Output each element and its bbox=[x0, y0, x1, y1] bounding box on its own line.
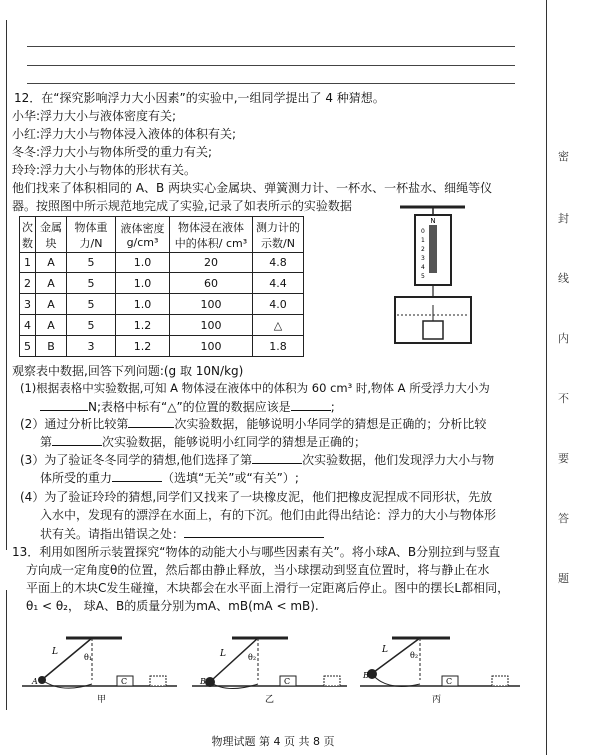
guess-xiaohua: 小华:浮力大小与液体密度有关; bbox=[12, 109, 177, 123]
cell: 20 bbox=[170, 253, 253, 273]
cell: 3 bbox=[20, 294, 36, 315]
cell: 5 bbox=[67, 253, 116, 273]
q12-intro: 12．在“探究影响浮力大小因素”的实验中,一组同学提出了 4 种猜想。 bbox=[14, 91, 385, 105]
guess-lingling: 玲玲:浮力大小与物体的形状有关。 bbox=[12, 163, 197, 177]
cell: 5 bbox=[67, 315, 116, 336]
margin-char: 线 bbox=[558, 272, 569, 285]
length-label: L bbox=[382, 645, 388, 655]
answer-blank[interactable] bbox=[52, 434, 102, 446]
experiment-table bbox=[19, 216, 304, 357]
q12-sub4-line1: (4）为了验证玲玲的猜想,同学们又找来了一块橡皮泥，他们把橡皮泥捏成不同形状，先放 bbox=[20, 490, 493, 504]
table-header-row bbox=[20, 217, 304, 253]
header-density: 液体密度 g/cm³ bbox=[116, 217, 170, 253]
pendulum-diagrams bbox=[22, 620, 532, 710]
q12-sub2-line2: 第 次实验数据，能够说明小红同学的猜想是正确的； bbox=[40, 435, 367, 449]
scale-unit-label: N bbox=[430, 217, 436, 225]
header-trial: 次 数 bbox=[20, 217, 36, 253]
cell: 5 bbox=[67, 273, 116, 294]
q12-sub1-line2: N;表格中标有“△”的位置的数据应该是 ; bbox=[40, 399, 335, 414]
scale-tick-label: 3 bbox=[421, 255, 425, 262]
table-row bbox=[20, 315, 304, 336]
guess-dongdong: 冬冬:浮力大小与物体所受的重力有关; bbox=[12, 145, 213, 159]
diagram-caption: 丙 bbox=[432, 695, 442, 705]
margin-char: 封 bbox=[558, 212, 569, 225]
answer-blank[interactable] bbox=[184, 526, 324, 538]
cell: 1 bbox=[20, 253, 36, 273]
q12-sub4-line2: 入水中，发现有的漂浮在水面上，有的下沉。他们由此得出结论：浮力的大小与物体形 bbox=[40, 508, 497, 522]
guess-xiaohong: 小红:浮力大小与物体浸入液体的体积有关; bbox=[12, 127, 237, 141]
cell: 1.0 bbox=[116, 273, 170, 294]
answer-blank[interactable] bbox=[112, 470, 162, 482]
page-footer: 物理试题 第 4 页 共 8 页 bbox=[211, 735, 335, 748]
cell: 3 bbox=[67, 336, 116, 357]
block-label: C bbox=[446, 677, 453, 686]
left-border-line bbox=[6, 20, 7, 550]
margin-char: 要 bbox=[558, 452, 569, 465]
cell: A bbox=[36, 253, 67, 273]
cell: A bbox=[36, 315, 67, 336]
angle-label: θ₂ bbox=[248, 653, 257, 662]
answer-blank[interactable] bbox=[128, 416, 174, 428]
q12-sub2-line1: (2）通过分析比较第 次实验数据，能够说明小华同学的猜想是正确的；分析比较 bbox=[20, 417, 487, 431]
answer-blank[interactable] bbox=[40, 399, 88, 411]
cell: 5 bbox=[67, 294, 116, 315]
margin-char: 答 bbox=[558, 512, 569, 525]
q12-sub1-line1: (1)根据表格中实验数据,可知 A 物体浸在液体中的体积为 60 cm³ 时,物体 A 所受浮力大小为 bbox=[20, 381, 490, 395]
ball-label: B bbox=[200, 677, 206, 686]
scale-tick-label: 2 bbox=[421, 246, 425, 253]
margin-char: 密 bbox=[558, 150, 569, 163]
spring-scale-apparatus bbox=[385, 205, 480, 345]
cell: 4.4 bbox=[253, 273, 304, 294]
cell: 4.0 bbox=[253, 294, 304, 315]
left-border-line-lower bbox=[6, 590, 7, 710]
block-label: C bbox=[121, 677, 128, 686]
header-volume: 物体浸在液体 中的体积/ cm³ bbox=[170, 217, 253, 253]
length-label: L bbox=[220, 649, 226, 659]
diagram-yi bbox=[192, 638, 347, 705]
scale-tick-label: 1 bbox=[421, 237, 425, 244]
cell: 100 bbox=[170, 315, 253, 336]
answer-line bbox=[27, 65, 515, 66]
cell: B bbox=[36, 336, 67, 357]
cell: 1.2 bbox=[116, 315, 170, 336]
length-label: L bbox=[52, 647, 58, 657]
header-metal: 金属 块 bbox=[36, 217, 67, 253]
angle-label: θ₁ bbox=[84, 653, 93, 662]
q13-line4: θ₁ < θ₂， 球A、B的质量分别为mA、mB(mA < mB). bbox=[26, 599, 319, 613]
answer-blank[interactable] bbox=[252, 452, 302, 464]
ball-label: B bbox=[363, 671, 369, 680]
cell: 1.2 bbox=[116, 336, 170, 357]
answer-line bbox=[27, 46, 515, 47]
cell: 1.0 bbox=[116, 294, 170, 315]
scale-tick-label: 5 bbox=[421, 273, 425, 280]
table-row bbox=[20, 273, 304, 294]
margin-char: 不 bbox=[558, 392, 569, 405]
cell: 1.8 bbox=[253, 336, 304, 357]
block-label: C bbox=[284, 677, 291, 686]
table-row bbox=[20, 253, 304, 273]
margin-char: 内 bbox=[558, 332, 569, 345]
table-row bbox=[20, 294, 304, 315]
cell: 4.8 bbox=[253, 253, 304, 273]
cell: A bbox=[36, 294, 67, 315]
header-reading: 测力计的 示数/N bbox=[253, 217, 304, 253]
cell: 2 bbox=[20, 273, 36, 294]
q13-line2: 方向成一定角度θ的位置，然后都由静止释放，当小球摆动到竖直位置时，将与静止在水 bbox=[26, 563, 490, 577]
cell: 5 bbox=[20, 336, 36, 357]
q13-line3: 平面上的木块C发生碰撞，木块都会在水平面上滑行一定距离后停止。图中的摆长L都相同， bbox=[26, 581, 510, 595]
q12-desc-1: 他们找来了体积相同的 A、B 两块实心金属块、弹簧测力计、一杯水、一杯盐水、细绳等仪 bbox=[12, 181, 493, 195]
diagram-caption: 乙 bbox=[265, 695, 275, 705]
margin-char: 题 bbox=[558, 572, 569, 585]
q12-sub3-line2: 体所受的重力 （选填“无关”或“有关”）; bbox=[40, 471, 299, 485]
q12-sub4-line3: 状有关。请指出错误之处： bbox=[40, 526, 324, 541]
answer-blank[interactable] bbox=[291, 399, 331, 411]
q12-observe: 观察表中数据,回答下列问题:(g 取 10N/kg) bbox=[12, 364, 244, 378]
diagram-bing bbox=[360, 638, 520, 705]
scale-tick-label: 0 bbox=[421, 228, 425, 235]
cell: A bbox=[36, 273, 67, 294]
q13-line1: 13．利用如图所示装置探究“物体的动能大小与哪些因素有关”。将小球A、B分别拉到与竖直 bbox=[12, 545, 501, 559]
q12-sub3-line1: (3）为了验证冬冬同学的猜想,他们选择了第 次实验数据，他们发现浮力大小与物 bbox=[20, 453, 495, 467]
cell: 100 bbox=[170, 336, 253, 357]
angle-label: θ₂ bbox=[410, 651, 419, 660]
header-weight: 物体重 力/N bbox=[67, 217, 116, 253]
cell: 1.0 bbox=[116, 253, 170, 273]
diagram-caption: 甲 bbox=[97, 695, 107, 705]
cell: 4 bbox=[20, 315, 36, 336]
ball-label: A bbox=[32, 677, 38, 686]
cell: 100 bbox=[170, 294, 253, 315]
table-row bbox=[20, 336, 304, 357]
diagram-jia bbox=[22, 638, 177, 705]
q12-desc-2: 器。按照图中所示规范地完成了实验,记录了如表所示的实验数据 bbox=[12, 199, 352, 213]
answer-line bbox=[27, 83, 515, 84]
seal-line bbox=[546, 0, 547, 755]
scale-tick-label: 4 bbox=[421, 264, 425, 271]
cell: △ bbox=[253, 315, 304, 336]
cell: 60 bbox=[170, 273, 253, 294]
